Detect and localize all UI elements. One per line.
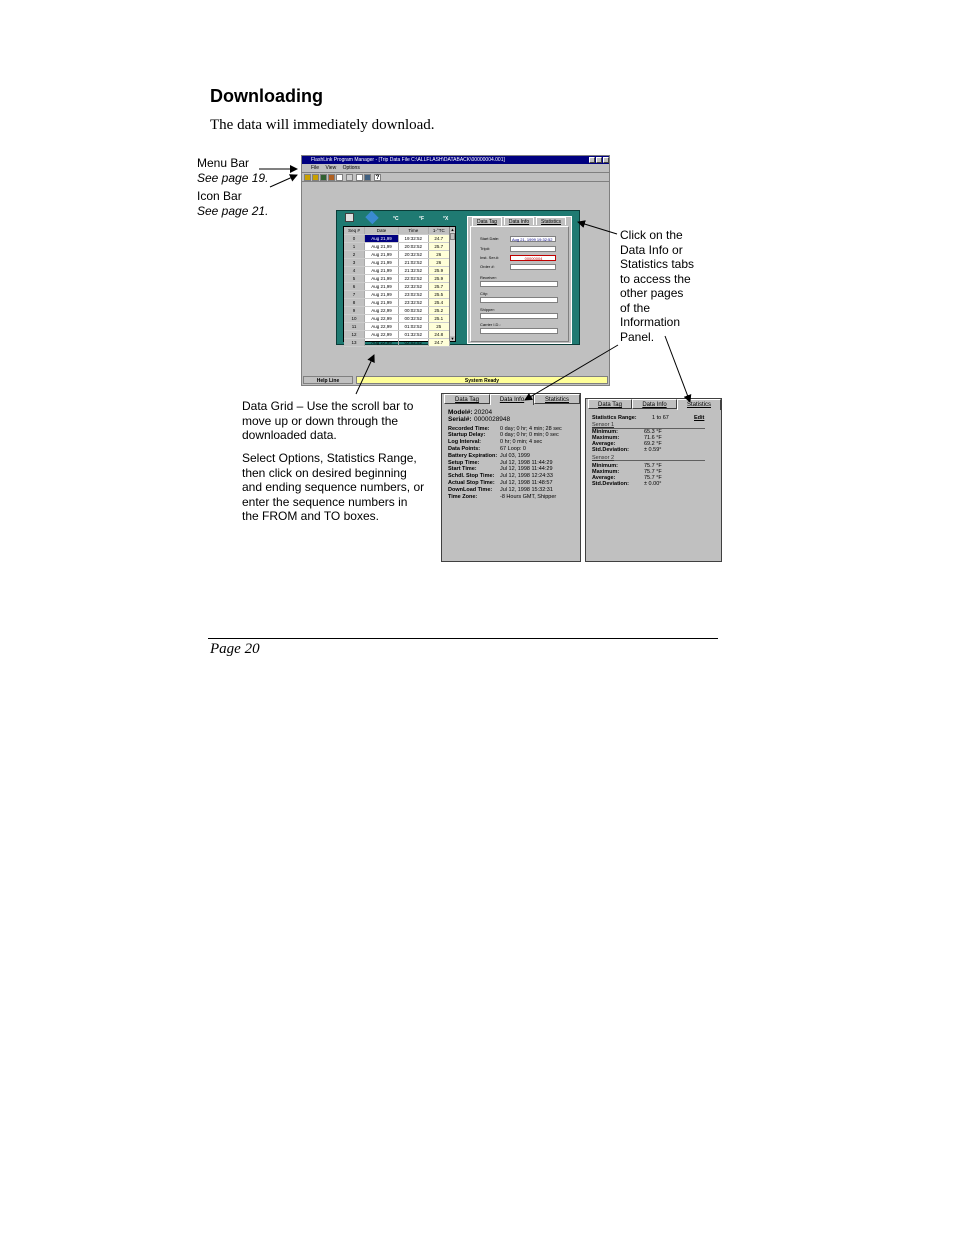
grid-cell-date: Aug 21,99 (365, 291, 399, 299)
callout-line: Data Info or (620, 242, 683, 257)
info-value: 20204 (474, 409, 493, 416)
grid-cell-time: 01:02:52 (399, 323, 429, 331)
info-value: Jul 12, 1998 11:48:57 (500, 480, 553, 486)
page-heading: Downloading (210, 86, 323, 106)
scroll-up-icon[interactable]: ▲ (450, 227, 455, 232)
footer-divider (208, 638, 718, 639)
callout-line: of the (620, 300, 651, 315)
grid-cell-seq: 10 (344, 315, 365, 323)
grid-arrow (356, 355, 374, 394)
callout-line: enter the sequence numbers in (242, 494, 408, 509)
grid-cell-date: Aug 22,99 (365, 323, 399, 331)
scroll-down-icon[interactable]: ▼ (450, 336, 455, 341)
info-label: Actual Stop Time: (448, 480, 495, 486)
menu-bar-ref: See page 19. (197, 170, 269, 185)
info-value: Jul 12, 1998 11:44:29 (500, 459, 553, 466)
callout-line: Select Options, Statistics Range, (242, 451, 417, 465)
callout-line: and ending sequence numbers, or (242, 480, 425, 494)
stat-label: Std.Deviation: (592, 481, 629, 487)
callout-line: downloaded data. (242, 428, 337, 442)
stat-label: Std.Deviation: (592, 447, 629, 453)
unit-fahrenheit[interactable]: °F (419, 216, 425, 222)
grid-cell-seq: 6 (344, 283, 365, 291)
help-icon[interactable]: ? (375, 175, 380, 181)
grid-cell-date: Aug 21,99 (365, 235, 399, 243)
grid-cell-temp: 26 (428, 259, 449, 267)
order-label: Order #: (480, 264, 495, 269)
grid-cell-time: 20:32:52 (399, 251, 429, 259)
icon-bar-ref: See page 21. (197, 203, 269, 218)
callout-line: move up or down through the (242, 413, 399, 428)
grid-cell-seq: 8 (344, 299, 365, 307)
grid-cell-time: 22:32:52 (399, 283, 429, 291)
grid-cell-time: 21:32:52 (399, 267, 429, 275)
grid-cell-seq: 3 (344, 259, 365, 267)
info-label: DownLoad Time: (448, 486, 493, 493)
grid-cell-time: 02:02:52 (399, 339, 429, 347)
grid-cell-date: Aug 21,99 (365, 259, 399, 267)
inst-serial-field[interactable]: 00000004 (510, 255, 556, 261)
grid-cell-date: Aug 21,99 (365, 267, 399, 275)
tab-data-info[interactable]: Data Info (490, 394, 534, 405)
grid-cell-time: 23:32:52 (399, 299, 429, 307)
stat-value: 75.7 °F (644, 469, 662, 475)
menu-view[interactable]: View (325, 165, 337, 171)
grid-cell-date: Aug 22,99 (365, 339, 399, 347)
intro-text: The data will immediately download. (210, 117, 435, 133)
info-value: Jul 03, 1999 (500, 452, 530, 459)
grid-cell-seq: 0 (344, 235, 365, 243)
info-label: Schdl. Stop Time: (448, 473, 495, 480)
callout-line: to access the (620, 271, 691, 286)
grid-cell-seq: 9 (344, 307, 365, 315)
tab-data-tag[interactable]: Data Tag (472, 217, 502, 226)
tab-data-info[interactable]: Data Info (632, 399, 677, 409)
grid-cell-seq: 4 (344, 267, 365, 275)
tab-statistics[interactable]: Statistics (534, 394, 580, 404)
grid-cell-seq: 2 (344, 251, 365, 259)
grid-cell-temp: 25.7 (428, 243, 449, 251)
info-label: Startup Delay: (448, 432, 486, 439)
tab-statistics[interactable]: Statistics (536, 217, 566, 225)
stats-edit-button[interactable]: Edit (694, 415, 705, 421)
stat-label: Minimum: (592, 429, 618, 435)
stat-label: Maximum: (592, 469, 620, 475)
info-value: 67 Loop: 0 (500, 446, 526, 452)
info-value: -8 Hours GMT, Shipper (500, 493, 557, 500)
stat-value: 71.6 °F (644, 435, 662, 441)
grid-cell-temp: 24.7 (428, 235, 449, 243)
info-label: Battery Expiration: (448, 452, 498, 459)
callout-line: Information (620, 315, 681, 329)
inst-serial-label: Inst. Ser.#: (480, 255, 500, 260)
grid-cell-temp: 25.2 (428, 307, 449, 315)
grid-cell-temp: 25.4 (428, 299, 449, 307)
grid-cell-seq: 1 (344, 243, 365, 251)
help-line-label: Help Line (303, 376, 353, 384)
carrier-label: Carrier I.D.: (480, 322, 501, 327)
info-label: Setup Time: (448, 459, 480, 466)
tab-data-tag[interactable]: Data Tag (444, 394, 490, 404)
info-label: Time Zone: (448, 493, 478, 500)
grid-cell-seq: 12 (344, 331, 365, 339)
grid-cell-time: 01:32:52 (399, 331, 429, 339)
callout-line: other pages (620, 286, 684, 300)
callout-line: Panel. (620, 329, 655, 344)
grid-cell-date: Aug 21,99 (365, 251, 399, 259)
callout-line: then click on desired beginning (242, 465, 407, 480)
stat-value: 65.3 °F (644, 429, 662, 435)
grid-cell-date: Aug 22,99 (365, 331, 399, 339)
stat-label: Maximum: (592, 435, 620, 441)
stat-value: 75.7 °F (644, 475, 662, 481)
info-value: Jul 12, 1998 11:44:29 (500, 466, 553, 473)
grid-cell-date: Aug 22,99 (365, 315, 399, 323)
grid-cell-temp: 24.7 (428, 339, 449, 347)
unit-other[interactable]: °X (443, 216, 449, 222)
info-value: Jul 12, 1998 15:32:31 (500, 486, 553, 493)
menu-options[interactable]: Options (342, 165, 360, 171)
grid-cell-date: Aug 22,99 (365, 307, 399, 315)
grid-cell-temp: 25.7 (428, 283, 449, 291)
stat-value: 75.7 °F (644, 463, 662, 469)
icon-bar-arrow (270, 175, 297, 187)
grid-cell-temp: 25.1 (428, 315, 449, 323)
grid-cell-date: Aug 21,99 (365, 283, 399, 291)
stat-value: ± 0.59° (644, 447, 662, 453)
stat-value: ± 0.00° (644, 481, 662, 487)
info-value: 0 day; 0 hr; 0 min; 0 sec (500, 432, 559, 439)
grid-header-date: Date (365, 227, 399, 235)
sensor1-heading: Sensor 1 (592, 422, 615, 428)
grid-header-temp: 1-°TC (428, 227, 449, 235)
grid-cell-time: 20:02:52 (399, 243, 429, 251)
grid-cell-temp: 25.9 (428, 267, 449, 275)
info-label: Start Time: (448, 466, 477, 473)
callout-line: Click on the (620, 228, 683, 242)
unit-celsius[interactable]: °C (393, 216, 399, 222)
shipper-label: Shipper: (480, 307, 495, 312)
stats-range-label: Statistics Range: (592, 415, 637, 421)
menu-file[interactable]: File (311, 165, 320, 171)
title-bar: FlashLink Program Manager - [Trip Data File C:\ALLFLASH\DATABACK\00000004.001] (302, 156, 609, 164)
stat-label: Minimum: (592, 463, 618, 469)
info-value: 0 day; 0 hr; 4 min; 28 sec (500, 425, 562, 432)
stat-label: Average: (592, 475, 616, 481)
info-label: Log Interval: (448, 439, 482, 446)
grid-cell-seq: 7 (344, 291, 365, 299)
grid-cell-date: Aug 21,99 (365, 243, 399, 251)
grid-cell-time: 19:32:52 (399, 235, 429, 243)
status-message: System Ready (356, 376, 608, 384)
grid-cell-date: Aug 21,99 (365, 299, 399, 307)
grid-cell-time: 22:02:52 (399, 275, 429, 283)
page-number: Page 20 (210, 641, 260, 657)
callout-line: Data Grid – Use the scroll bar to (242, 399, 414, 413)
info-label: Model#: (448, 409, 473, 416)
city-label: City: (480, 291, 488, 296)
sensor2-heading: Sensor 2 (592, 455, 615, 461)
stat-value: 69.2 °F (644, 441, 662, 447)
grid-cell-date: Aug 21,99 (365, 275, 399, 283)
info-value: Jul 12, 1998 12:24:33 (500, 473, 553, 480)
callout-line: Statistics tabs (620, 257, 695, 271)
grid-cell-temp: 26 (428, 251, 449, 259)
grid-cell-temp: 25 (428, 323, 449, 331)
grid-cell-seq: 11 (344, 323, 365, 331)
grid-cell-time: 21:02:52 (399, 259, 429, 267)
icon-bar-label: Icon Bar (197, 189, 242, 203)
grid-cell-time: 00:32:52 (399, 315, 429, 323)
callout-line: the FROM and TO boxes. (242, 509, 379, 523)
stats-range-value: 1 to 67 (652, 415, 669, 421)
info-label: Data Points: (448, 446, 481, 452)
info-label: Recorded Time: (448, 425, 490, 432)
grid-cell-time: 00:02:52 (399, 307, 429, 315)
info-label: Serial#: (448, 415, 472, 423)
grid-header-seq[interactable]: Seq # (344, 227, 365, 235)
trip-label: Trip#: (480, 246, 491, 251)
start-date-field[interactable]: Aug 21, 1999 19:32:52 (510, 236, 556, 242)
tab-statistics[interactable]: Statistics (677, 399, 721, 410)
menu-bar-label: Menu Bar (197, 156, 250, 170)
grid-cell-temp: 25.5 (428, 291, 449, 299)
info-value: 0 hr; 0 min; 4 sec (500, 439, 543, 446)
grid-cell-temp: 24.8 (428, 331, 449, 339)
info-value: 0000028948 (474, 415, 511, 423)
grid-cell-temp: 25.9 (428, 275, 449, 283)
grid-header-time: Time (399, 227, 429, 235)
grid-cell-time: 23:02:52 (399, 291, 429, 299)
receiver-label: Receiver: (480, 275, 497, 280)
tab-data-info[interactable]: Data Info (504, 217, 534, 225)
grid-cell-seq: 5 (344, 275, 365, 283)
statistics-arrow (665, 336, 690, 402)
stat-label: Average: (592, 441, 616, 447)
data-info-arrow (525, 345, 618, 400)
grid-cell-seq: 13 (344, 339, 365, 347)
start-date-label: Start Date: (480, 236, 500, 241)
tabs-arrow (578, 222, 617, 234)
tab-data-tag[interactable]: Data Tag (588, 399, 632, 409)
